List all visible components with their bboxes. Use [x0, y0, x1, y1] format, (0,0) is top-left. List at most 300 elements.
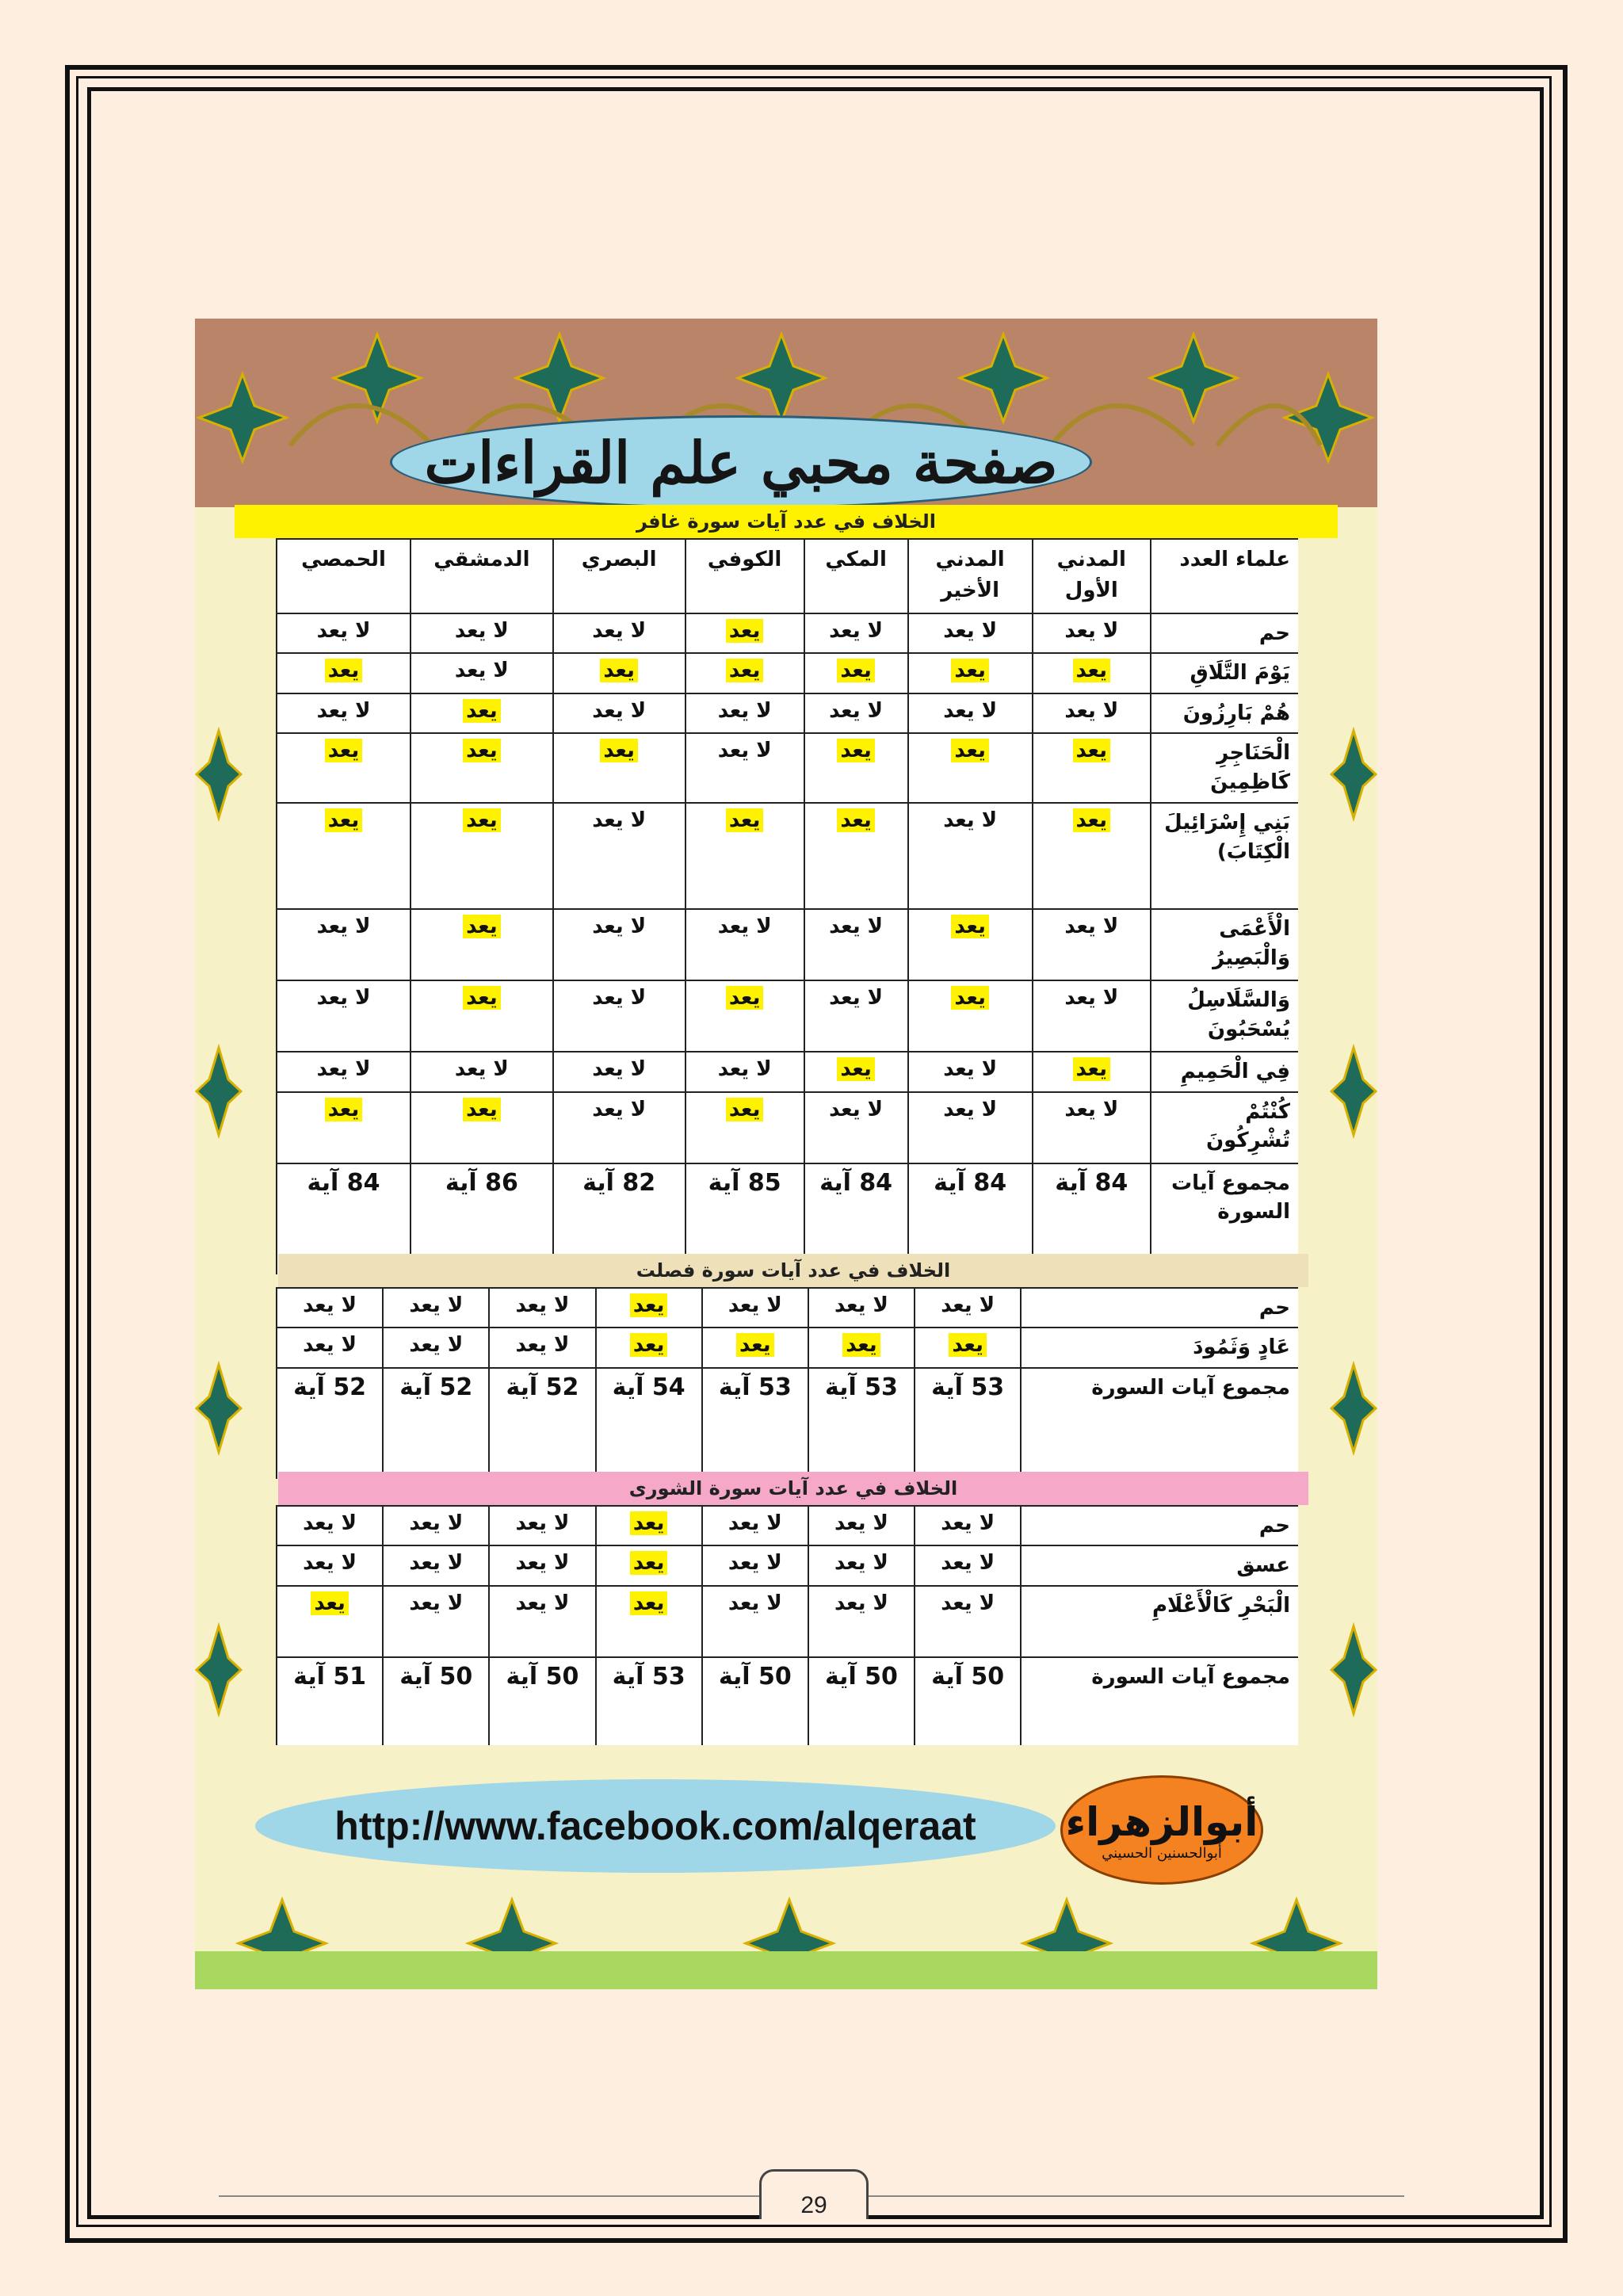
count-cell	[596, 1368, 702, 1479]
count-cell	[685, 1052, 804, 1091]
count-cell	[489, 1506, 595, 1545]
count-cell-text: لا يعد	[829, 619, 884, 643]
row-label-text: وَالسَّلَاسِلُ يُسْحَبُونَ	[1187, 988, 1290, 1041]
count-cell-text: 52 آية	[293, 1373, 367, 1401]
column-header	[1033, 539, 1151, 613]
row-label	[1151, 613, 1298, 653]
count-cell-text: لا يعد	[592, 1097, 647, 1121]
row-label-text: بَنِي إِسْرَائِيلَ الْكِتَابَ)	[1164, 811, 1290, 864]
count-cell	[685, 733, 804, 803]
count-cell-text: يعد	[726, 1098, 763, 1121]
count-cell	[553, 1092, 685, 1163]
count-cell-text: لا يعد	[592, 698, 647, 723]
table-row	[277, 613, 1298, 653]
count-cell	[277, 653, 411, 693]
count-cell	[489, 1586, 595, 1657]
count-cell	[908, 733, 1033, 803]
count-cell-text: يعد	[630, 1551, 667, 1575]
row-label	[1151, 1092, 1298, 1163]
count-cell	[489, 1328, 595, 1367]
count-cell	[1033, 613, 1151, 653]
count-cell-text: 50 آية	[399, 1662, 473, 1690]
count-cell-text: لا يعد	[303, 1333, 357, 1358]
count-cell	[685, 909, 804, 980]
count-cell	[685, 1092, 804, 1163]
column-header-text: المدني الأخير	[935, 548, 1005, 602]
count-cell-text: لا يعد	[515, 1293, 570, 1317]
count-cell	[808, 1586, 915, 1657]
count-cell-text: لا يعد	[943, 698, 998, 723]
count-cell	[596, 1586, 702, 1657]
count-cell-text: يعد	[951, 739, 988, 762]
count-cell-text: يعد	[1073, 1057, 1110, 1081]
count-cell	[804, 653, 908, 693]
count-cell-text: لا يعد	[943, 808, 998, 833]
count-cell-text: 84 آية	[934, 1168, 1007, 1197]
count-cell	[804, 1092, 908, 1163]
count-cell-text: لا يعد	[454, 619, 509, 643]
count-cell-text: لا يعد	[592, 619, 647, 643]
count-cell-text: يعد	[463, 699, 500, 723]
count-cell-text: يعد	[325, 808, 362, 832]
section-header-shura: الخلاف في عدد آيات سورة الشورى	[278, 1472, 1308, 1505]
count-cell	[915, 1586, 1021, 1657]
count-cell-text: 54 آية	[612, 1373, 685, 1401]
count-cell-text: يعد	[726, 619, 763, 643]
row-label-text: عسق	[1236, 1553, 1290, 1578]
table-shura	[276, 1505, 1298, 1768]
column-header-text: البصري	[581, 548, 657, 571]
row-label-text: يَوْمَ التَّلَاقِ	[1190, 661, 1290, 686]
count-cell-text: لا يعد	[1064, 619, 1119, 643]
count-cell	[411, 733, 553, 803]
count-cell	[277, 803, 411, 909]
count-cell-text: لا يعد	[592, 915, 647, 939]
count-cell	[908, 1052, 1033, 1091]
poster	[195, 319, 1377, 1989]
row-label-text: الْحَنَاجِرِ كَاظِمِينَ	[1210, 741, 1290, 794]
count-cell	[908, 653, 1033, 693]
column-header	[685, 539, 804, 613]
count-cell-text: لا يعد	[943, 1057, 998, 1082]
count-cell-text: 82 آية	[582, 1168, 656, 1197]
tables-area	[235, 505, 1338, 1757]
row-label	[1021, 1288, 1298, 1328]
title-banner	[390, 415, 1092, 509]
count-cell	[1033, 733, 1151, 803]
count-cell-text: يعد	[837, 739, 874, 762]
count-cell-text: لا يعد	[727, 1293, 782, 1317]
column-header	[804, 539, 908, 613]
column-header-text: الدمشقي	[433, 548, 530, 571]
count-cell	[702, 1288, 808, 1328]
count-cell	[908, 1092, 1033, 1163]
count-cell-text: 50 آية	[931, 1662, 1005, 1690]
count-cell-text: لا يعد	[515, 1591, 570, 1615]
count-cell	[1033, 909, 1151, 980]
column-header-text: الحمصي	[301, 548, 386, 571]
count-cell-text: يعد	[325, 1098, 362, 1121]
count-cell	[383, 1545, 489, 1585]
count-cell-text: يعد	[600, 659, 637, 682]
count-cell	[804, 1052, 908, 1091]
facebook-link-banner[interactable]	[255, 1779, 1056, 1873]
count-cell-text: لا يعد	[515, 1333, 570, 1358]
count-cell-text: لا يعد	[409, 1591, 464, 1615]
count-cell-text: لا يعد	[1064, 698, 1119, 723]
count-cell	[383, 1506, 489, 1545]
count-cell	[489, 1368, 595, 1479]
count-cell-text: لا يعد	[943, 1097, 998, 1121]
footer-line-left	[219, 2195, 759, 2197]
count-cell	[277, 1586, 383, 1657]
count-cell	[411, 653, 553, 693]
count-cell-text: لا يعد	[941, 1551, 995, 1576]
count-cell-text: 84 آية	[1055, 1168, 1128, 1197]
count-cell	[489, 1288, 595, 1328]
count-cell	[383, 1288, 489, 1328]
count-cell	[804, 733, 908, 803]
count-cell-text: 50 آية	[506, 1662, 579, 1690]
row-label	[1151, 909, 1298, 980]
table-row	[277, 1092, 1298, 1163]
table-row	[277, 1052, 1298, 1091]
count-cell	[804, 693, 908, 733]
count-cell	[804, 803, 908, 909]
count-cell	[1033, 1052, 1151, 1091]
count-cell-text: يعد	[600, 739, 637, 762]
count-cell-text: لا يعد	[717, 698, 772, 723]
count-cell-text: لا يعد	[515, 1551, 570, 1576]
count-cell-text: يعد	[325, 739, 362, 762]
count-cell-text: 52 آية	[506, 1373, 579, 1401]
row-label-text: حم	[1258, 1514, 1290, 1538]
facebook-link[interactable]: http://www.facebook.com/alqeraat	[334, 1804, 976, 1848]
table-row	[277, 1288, 1298, 1328]
count-cell	[411, 613, 553, 653]
count-cell	[1033, 980, 1151, 1052]
count-cell-text: لا يعد	[943, 619, 998, 643]
row-label	[1021, 1506, 1298, 1545]
count-cell-text: يعد	[951, 915, 988, 938]
count-cell-text: 53 آية	[824, 1373, 898, 1401]
count-cell	[277, 909, 411, 980]
count-cell	[411, 909, 553, 980]
count-cell	[808, 1368, 915, 1479]
count-cell-text: لا يعد	[941, 1591, 995, 1615]
count-cell-text: لا يعد	[454, 659, 509, 683]
table-row	[277, 693, 1298, 733]
count-cell	[277, 1328, 383, 1367]
count-cell-text: يعد	[1073, 739, 1110, 762]
count-cell-text: يعد	[949, 1333, 986, 1357]
table-row	[277, 1506, 1298, 1545]
count-cell-text: 84 آية	[819, 1168, 893, 1197]
count-cell-text: لا يعد	[1064, 1097, 1119, 1121]
logo-title: أبوالزهراء	[1065, 1798, 1258, 1845]
count-cell	[411, 1092, 553, 1163]
count-cell	[702, 1506, 808, 1545]
count-cell	[553, 803, 685, 909]
count-cell	[702, 1368, 808, 1479]
count-cell	[383, 1586, 489, 1657]
count-cell	[908, 980, 1033, 1052]
row-label-text: مجموع آيات السورة	[1091, 1664, 1290, 1689]
count-cell-text: لا يعد	[829, 915, 884, 939]
count-cell	[702, 1545, 808, 1585]
row-label	[1021, 1368, 1298, 1479]
count-cell-text: يعد	[463, 739, 500, 762]
count-cell	[277, 1506, 383, 1545]
count-cell	[277, 693, 411, 733]
count-cell	[808, 1545, 915, 1585]
row-label-text: الْأَعْمَى وَالْبَصِيرُ	[1212, 917, 1290, 970]
row-label-text: عَادٍ وَثَمُودَ	[1193, 1335, 1290, 1360]
column-header-text: المدني الأول	[1056, 548, 1126, 602]
count-cell-text: لا يعد	[592, 1057, 647, 1082]
count-cell-text: لا يعد	[303, 1293, 357, 1317]
count-cell	[383, 1368, 489, 1479]
count-cell	[553, 733, 685, 803]
row-label-text: الْبَحْرِ كَالْأَعْلَامِ	[1151, 1593, 1290, 1618]
count-cell	[915, 1545, 1021, 1585]
count-cell	[915, 1288, 1021, 1328]
count-cell	[685, 653, 804, 693]
column-header	[277, 539, 411, 613]
count-cell	[808, 1328, 915, 1367]
count-cell	[808, 1288, 915, 1328]
count-cell	[685, 613, 804, 653]
count-cell	[277, 1092, 411, 1163]
count-cell	[685, 980, 804, 1052]
row-label	[1021, 1545, 1298, 1585]
count-cell	[489, 1545, 595, 1585]
count-cell-text: لا يعد	[829, 1097, 884, 1121]
count-cell-text: لا يعد	[829, 698, 884, 723]
count-cell-text: لا يعد	[941, 1293, 995, 1317]
count-cell	[553, 613, 685, 653]
count-cell	[596, 1288, 702, 1328]
poster-title: صفحة محبي علم القراءات	[424, 428, 1058, 496]
count-cell-text: لا يعد	[409, 1511, 464, 1535]
row-label-text: حم	[1258, 1296, 1290, 1320]
count-cell-text: يعد	[726, 808, 763, 832]
column-header	[1151, 539, 1298, 613]
column-header	[553, 539, 685, 613]
count-cell-text: لا يعد	[515, 1511, 570, 1535]
count-cell-text: لا يعد	[303, 1511, 357, 1535]
logo-subtitle: أبوالحسنين الحسيني	[1102, 1844, 1222, 1862]
count-cell-text: 53 آية	[718, 1373, 792, 1401]
count-cell	[553, 1052, 685, 1091]
count-cell-text: لا يعد	[409, 1333, 464, 1358]
table-row	[277, 980, 1298, 1052]
count-cell-text: لا يعد	[717, 739, 772, 763]
count-cell-text: لا يعد	[834, 1551, 888, 1576]
table-ghafir	[276, 538, 1298, 1274]
section-header-ghafir: الخلاف في عدد آيات سورة غافر	[235, 505, 1338, 538]
row-label-text: فِي الْحَمِيمِ	[1180, 1060, 1290, 1084]
count-cell	[411, 693, 553, 733]
count-cell-text: لا يعد	[409, 1551, 464, 1576]
row-label-text: كُنْتُمْ تُشْرِكُونَ	[1205, 1099, 1290, 1152]
count-cell	[1033, 653, 1151, 693]
row-label	[1021, 1586, 1298, 1657]
count-cell	[411, 1052, 553, 1091]
count-cell	[804, 909, 908, 980]
table-fussilat	[276, 1287, 1298, 1479]
count-cell-text: 85 آية	[708, 1168, 781, 1197]
row-label	[1151, 980, 1298, 1052]
count-cell	[1033, 693, 1151, 733]
count-cell	[596, 1328, 702, 1367]
count-cell-text: لا يعد	[717, 915, 772, 939]
count-cell-text: يعد	[325, 659, 362, 682]
page-number: 29	[759, 2169, 869, 2219]
row-label-text: هُمْ بَارِزُونَ	[1182, 701, 1290, 725]
count-cell-text: يعد	[842, 1333, 880, 1357]
count-cell-text: 86 آية	[445, 1168, 518, 1197]
count-cell	[277, 733, 411, 803]
count-cell-text: لا يعد	[727, 1551, 782, 1576]
count-cell-text: لا يعد	[303, 1551, 357, 1576]
table-row	[277, 1545, 1298, 1585]
count-cell	[685, 803, 804, 909]
count-cell-text: لا يعد	[316, 619, 371, 643]
count-cell-text: لا يعد	[834, 1591, 888, 1615]
row-label	[1151, 1052, 1298, 1091]
count-cell	[685, 693, 804, 733]
count-cell-text: 53 آية	[931, 1373, 1005, 1401]
count-cell-text: يعد	[837, 1057, 874, 1081]
count-cell	[553, 653, 685, 693]
count-cell	[411, 803, 553, 909]
count-cell	[915, 1368, 1021, 1479]
count-cell-text: يعد	[463, 986, 500, 1010]
count-cell-text: لا يعد	[834, 1511, 888, 1535]
count-cell	[383, 1328, 489, 1367]
author-logo	[1060, 1775, 1263, 1885]
count-cell-text: لا يعد	[592, 808, 647, 833]
count-cell	[277, 613, 411, 653]
count-cell-text: يعد	[726, 986, 763, 1010]
count-cell-text: يعد	[463, 1098, 500, 1121]
count-cell	[277, 1368, 383, 1479]
count-cell-text: 84 آية	[307, 1168, 380, 1197]
count-cell-text: يعد	[951, 659, 988, 682]
count-cell-text: يعد	[630, 1333, 667, 1357]
count-cell-text: لا يعد	[316, 986, 371, 1010]
count-cell-text: يعد	[630, 1293, 667, 1317]
count-cell	[553, 980, 685, 1052]
green-strip	[195, 1951, 1377, 1989]
count-cell-text: لا يعد	[316, 698, 371, 723]
count-cell	[1033, 803, 1151, 909]
count-cell-text: لا يعد	[454, 1057, 509, 1082]
count-cell-text: يعد	[951, 986, 988, 1010]
count-cell	[908, 909, 1033, 980]
count-cell-text: 50 آية	[824, 1662, 898, 1690]
row-label-text: مجموع آيات السورة	[1171, 1171, 1290, 1224]
count-cell-text: يعد	[837, 659, 874, 682]
count-cell	[411, 980, 553, 1052]
count-cell	[908, 613, 1033, 653]
count-cell-text: 52 آية	[399, 1373, 473, 1401]
count-cell-text: يعد	[463, 915, 500, 938]
count-cell-text: 53 آية	[612, 1662, 685, 1690]
column-header-text: علماء العدد	[1179, 548, 1290, 571]
count-cell	[596, 1506, 702, 1545]
count-cell-text: لا يعد	[409, 1293, 464, 1317]
count-cell-text: لا يعد	[316, 915, 371, 939]
table-row	[277, 653, 1298, 693]
count-cell-text: يعد	[726, 659, 763, 682]
row-label	[1021, 1328, 1298, 1367]
column-header-text: المكي	[825, 548, 887, 571]
count-cell-text: لا يعد	[717, 1057, 772, 1082]
count-cell	[553, 693, 685, 733]
count-cell	[553, 909, 685, 980]
table-header-row	[277, 539, 1298, 613]
count-cell	[908, 693, 1033, 733]
count-cell-text: لا يعد	[829, 986, 884, 1010]
count-cell-text: يعد	[1073, 659, 1110, 682]
count-cell-text: لا يعد	[592, 986, 647, 1010]
count-cell-text: يعد	[837, 808, 874, 832]
count-cell-text: لا يعد	[727, 1511, 782, 1535]
count-cell-text: يعد	[736, 1333, 773, 1357]
table-row	[277, 1586, 1298, 1657]
count-cell	[596, 1545, 702, 1585]
table-row	[277, 1368, 1298, 1479]
count-cell-text: يعد	[463, 808, 500, 832]
count-cell-text: لا يعد	[316, 1057, 371, 1082]
count-cell-text: يعد	[630, 1591, 667, 1615]
row-label	[1151, 803, 1298, 909]
count-cell	[277, 980, 411, 1052]
row-label	[1151, 653, 1298, 693]
count-cell-text: يعد	[630, 1511, 667, 1535]
row-label-text: حم	[1258, 621, 1290, 645]
count-cell	[908, 803, 1033, 909]
row-label	[1151, 693, 1298, 733]
table-row	[277, 733, 1298, 803]
count-cell-text: 51 آية	[293, 1662, 367, 1690]
count-cell-text: لا يعد	[1064, 915, 1119, 939]
count-cell	[915, 1328, 1021, 1367]
column-header	[411, 539, 553, 613]
table-row	[277, 1328, 1298, 1367]
table-row	[277, 803, 1298, 909]
count-cell	[804, 980, 908, 1052]
count-cell-text: يعد	[311, 1591, 348, 1615]
count-cell	[277, 1288, 383, 1328]
count-cell-text: لا يعد	[727, 1591, 782, 1615]
section-header-fussilat: الخلاف في عدد آيات سورة فصلت	[278, 1254, 1308, 1287]
row-label	[1151, 733, 1298, 803]
count-cell-text: لا يعد	[1064, 986, 1119, 1010]
count-cell-text: 50 آية	[718, 1662, 792, 1690]
count-cell	[915, 1506, 1021, 1545]
count-cell	[277, 1052, 411, 1091]
count-cell	[804, 613, 908, 653]
count-cell	[277, 1545, 383, 1585]
footer-line-right	[864, 2195, 1404, 2197]
count-cell	[1033, 1092, 1151, 1163]
row-label-text: مجموع آيات السورة	[1091, 1375, 1290, 1400]
count-cell	[702, 1328, 808, 1367]
count-cell	[702, 1586, 808, 1657]
